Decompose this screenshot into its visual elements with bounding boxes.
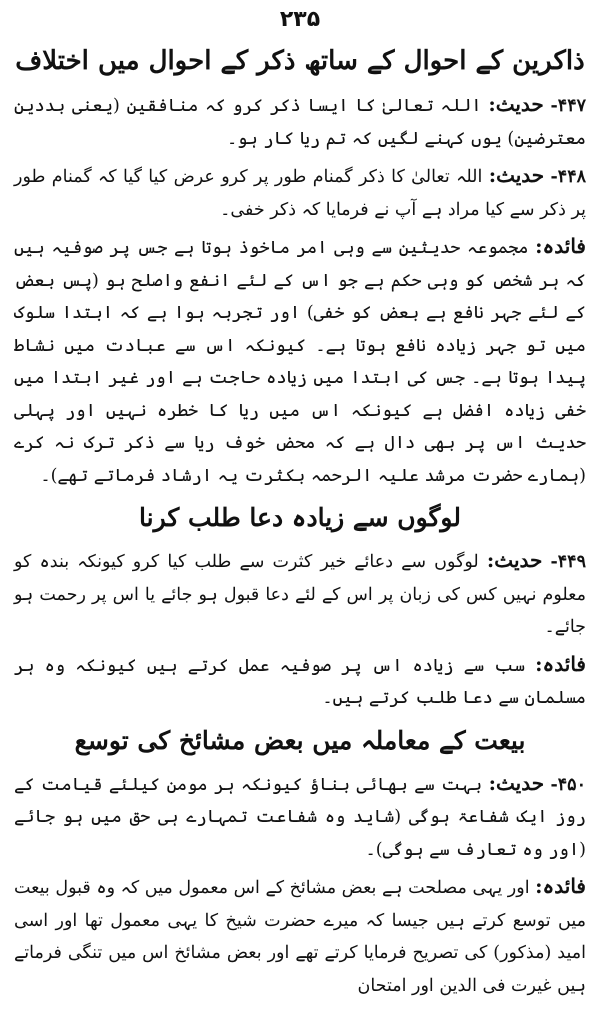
section-heading: لوگوں سے زیادہ دعا طلب کرنا	[139, 503, 461, 532]
hadith-paragraph	[14, 159, 586, 226]
benefit-label: فائدہ:	[535, 234, 586, 258]
benefit-paragraph	[14, 648, 586, 715]
section-2	[14, 496, 586, 715]
hadith-number: ۴۴۷-	[550, 96, 586, 116]
benefit-text: مجموعہ حدیثین سے وہی امر ماخوذ ہوتا ہے جس پر صوفیہ ہیں کہ ہر شخص کو وہی حکم ہے جو اس کے لئے انفع واصلح ہو (پس بعض کے لئے جہر نافع ہے بعض کو خفی) اور تجربہ ہوا ہے کہ ابتدا سلوک میں تو جہر زیادہ نافع ہوتا ہے۔ کیونکہ اس سے عبادت میں نشاط پیدا ہوتا ہے۔ جس کی ابتدا میں زیادہ حاجت ہے اور غیر ابتدا میں خفی زیادہ افضل ہے کیونکہ اس میں ریا کا خطرہ نہیں اور پہلی حدیث اس پر بھی دال ہے کہ محض خوف ریا سے ذکر ترک نہ کرے (ہمارے حضرت مرشد علیہ الرحمہ بکثرت یہ ارشاد فرماتے تھے)۔	[14, 238, 586, 486]
section-heading: ذاکرین کے احوال کے ساتھ ذکر کے احوال میں اختلاف	[15, 46, 585, 76]
hadith-paragraph	[14, 767, 586, 867]
hadith-text: لوگوں سے دعائے خیر کثرت سے طلب کیا کرو کیونکہ بندہ کو معلوم نہیں کس کی زبان پر اس کے لئے دعا قبول ہو جائے یا اس پر رحمت ہو جائے۔	[14, 552, 586, 637]
hadith-text: اللہ تعالیٰ کا ایسا ذکر کرو کہ منافقین (یعنی بددین معترضین) یوں کہنے لگیں کہ تم ریا کار ہو۔	[14, 96, 586, 149]
hadith-label: حدیث:	[486, 548, 543, 572]
hadith-paragraph	[14, 544, 586, 644]
hadith-number: ۴۴۸-	[550, 167, 586, 187]
hadith-label: حدیث:	[488, 770, 545, 795]
hadith-number: ۴۴۹-	[550, 552, 586, 572]
benefit-paragraph	[14, 870, 586, 1002]
benefit-paragraph	[14, 230, 586, 492]
hadith-text: بہت سے بھائی بناؤ کیونکہ ہر مومن کیلئے قیامت کے روز ایک شفاعۃ ہوگی (شاید وہ شفاعت تمہارے ہی حق میں ہو جائے (اور وہ تعارف سے ہوگی)۔	[14, 774, 586, 860]
benefit-label: فائدہ:	[535, 651, 586, 676]
section-heading: بیعت کے معاملہ میں بعض مشائخ کی توسع	[74, 725, 526, 755]
hadith-label: حدیث:	[488, 92, 544, 116]
benefit-text: اور یہی مصلحت ہے بعض مشائخ کے اس معمول میں کہ وہ قبول بیعت میں توسع کرتے ہیں جیسا کہ میرے حضرت شیخ کا یہی معمول تھا اور اسی امید (مذکور) کی تصریح فرمایا کرتے تھے اور بعض مشائخ اس میں تنگی فرماتے ہیں غیرت فی الدین اور امتحان	[14, 878, 586, 996]
hadith-paragraph	[14, 88, 586, 155]
hadith-label: حدیث:	[488, 163, 545, 187]
benefit-label: فائدہ:	[535, 874, 586, 898]
section-3	[14, 719, 586, 1003]
hadith-number: ۴۵۰-	[550, 774, 586, 795]
hadith-text: اللہ تعالیٰ کا ذکر گمنام طور پر کرو عرض کیا گیا کہ گمنام طور پر ذکر سے کیا مراد ہے آپ نے فرمایا کہ ذکر خفی۔	[14, 167, 586, 220]
section-1	[14, 38, 586, 492]
page-number: ۲۳۵	[279, 7, 321, 32]
benefit-text: سب سے زیادہ اس پر صوفیہ عمل کرتے ہیں کیونکہ وہ ہر مسلمان سے دعا طلب کرتے ہیں۔	[14, 655, 586, 708]
